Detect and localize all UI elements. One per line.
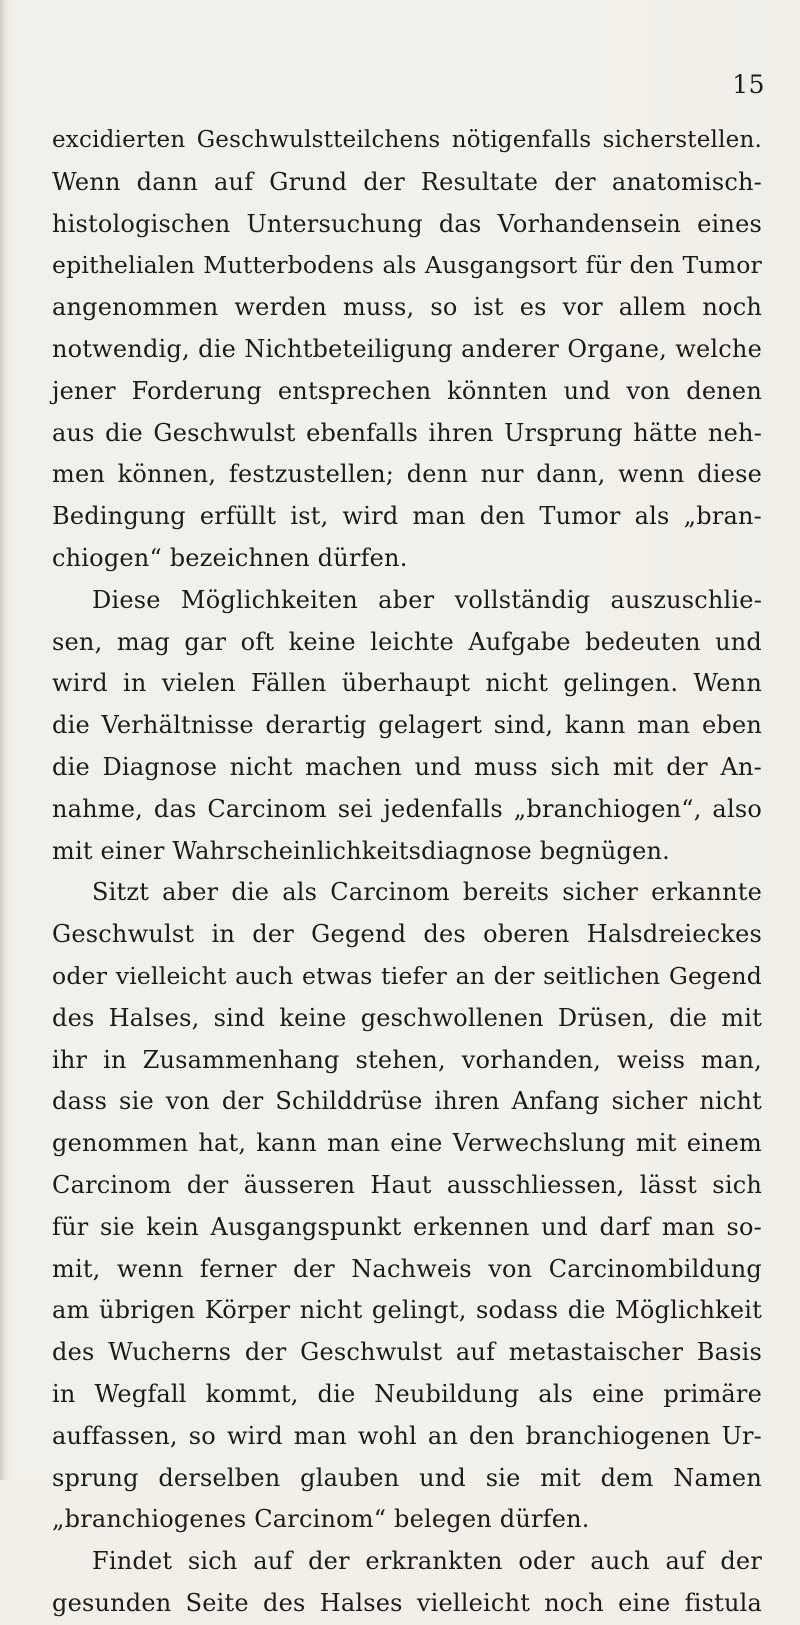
text-line: die Diagnose nicht machen und muss sich mit der An-: [52, 752, 762, 781]
text-line: excidierten Geschwulstteilchens nötigenfalls sicherstellen.: [52, 127, 762, 153]
text-line: am übrigen Körper nicht gelingt, sodass die Möglichkeit: [52, 1296, 762, 1325]
text-line: men können, festzustellen; denn nur dann, wenn diese: [52, 460, 762, 489]
text-line: Sitzt aber die als Carcinom bereits sicher erkannte: [92, 878, 762, 907]
text-line: epithelialen Mutterbodens als Ausgangsort für den Tumor: [52, 251, 762, 280]
text-line: chiogen“ bezeichnen dürfen.: [52, 543, 408, 572]
text-line: angenommen werden muss, so ist es vor allem noch: [52, 293, 762, 322]
text-line: genommen hat, kann man eine Verwechslung mit einem: [52, 1129, 762, 1158]
text-line: die Verhältnisse derartig gelagert sind, kann man eben: [52, 711, 762, 740]
text-line: Diese Möglichkeiten aber vollständig auszuschlie-: [92, 585, 762, 614]
text-line: auffassen, so wird man wohl an den branchiogenen Ur-: [52, 1421, 762, 1450]
text-line: mit, wenn ferner der Nachweis von Carcinombildung: [52, 1254, 762, 1283]
text-line: des Wucherns der Geschwulst auf metastaischer Basis: [52, 1338, 762, 1367]
text-line: Wenn dann auf Grund der Resultate der anatomisch-: [52, 167, 762, 196]
text-line: oder vielleicht auch etwas tiefer an der seitlichen Gegend: [52, 961, 762, 990]
text-line: gesunden Seite des Halses vielleicht noch eine fistula: [52, 1588, 762, 1617]
text-line: sen, mag gar oft keine leichte Aufgabe bedeuten und: [52, 627, 762, 656]
text-line: Geschwulst in der Gegend des oberen Halsdreieckes: [52, 920, 762, 949]
text-line: mit einer Wahrscheinlichkeitsdiagnose begnügen.: [52, 836, 671, 865]
text-line: „branchiogenes Carcinom“ belegen dürfen.: [52, 1505, 590, 1534]
text-line: Findet sich auf der erkrankten oder auch auf der: [92, 1547, 762, 1576]
text-line: dass sie von der Schilddrüse ihren Anfang sicher nicht: [52, 1087, 762, 1116]
body-text: [52, 120, 762, 1625]
text-line: für sie kein Ausgangspunkt erkennen und darf man so-: [52, 1212, 762, 1241]
text-line: Bedingung erfüllt ist, wird man den Tumor als „bran-: [52, 502, 762, 531]
text-line: notwendig, die Nichtbeteiligung anderer Organe, welche: [52, 334, 762, 363]
text-line: Carcinom der äusseren Haut ausschliessen, lässt sich: [52, 1170, 762, 1199]
text-line: wird in vielen Fällen überhaupt nicht gelingen. Wenn: [52, 669, 762, 698]
text-line: in Wegfall kommt, die Neubildung als eine primäre: [52, 1379, 762, 1408]
page-gutter-shadow: [0, 0, 6, 1480]
text-line: histologischen Untersuchung das Vorhandensein eines: [52, 209, 762, 238]
text-line: sprung derselben glauben und sie mit dem Namen: [52, 1463, 762, 1492]
text-line: ihr in Zusammenhang stehen, vorhanden, weiss man,: [52, 1045, 762, 1074]
text-line: nahme, das Carcinom sei jedenfalls „branchiogen“, also: [52, 794, 762, 823]
text-line: des Halses, sind keine geschwollenen Drüsen, die mit: [52, 1003, 762, 1032]
page-number: 15: [732, 70, 765, 99]
text-line: aus die Geschwulst ebenfalls ihren Ursprung hätte neh-: [52, 418, 762, 447]
text-line: jener Forderung entsprechen könnten und von denen: [52, 376, 762, 405]
